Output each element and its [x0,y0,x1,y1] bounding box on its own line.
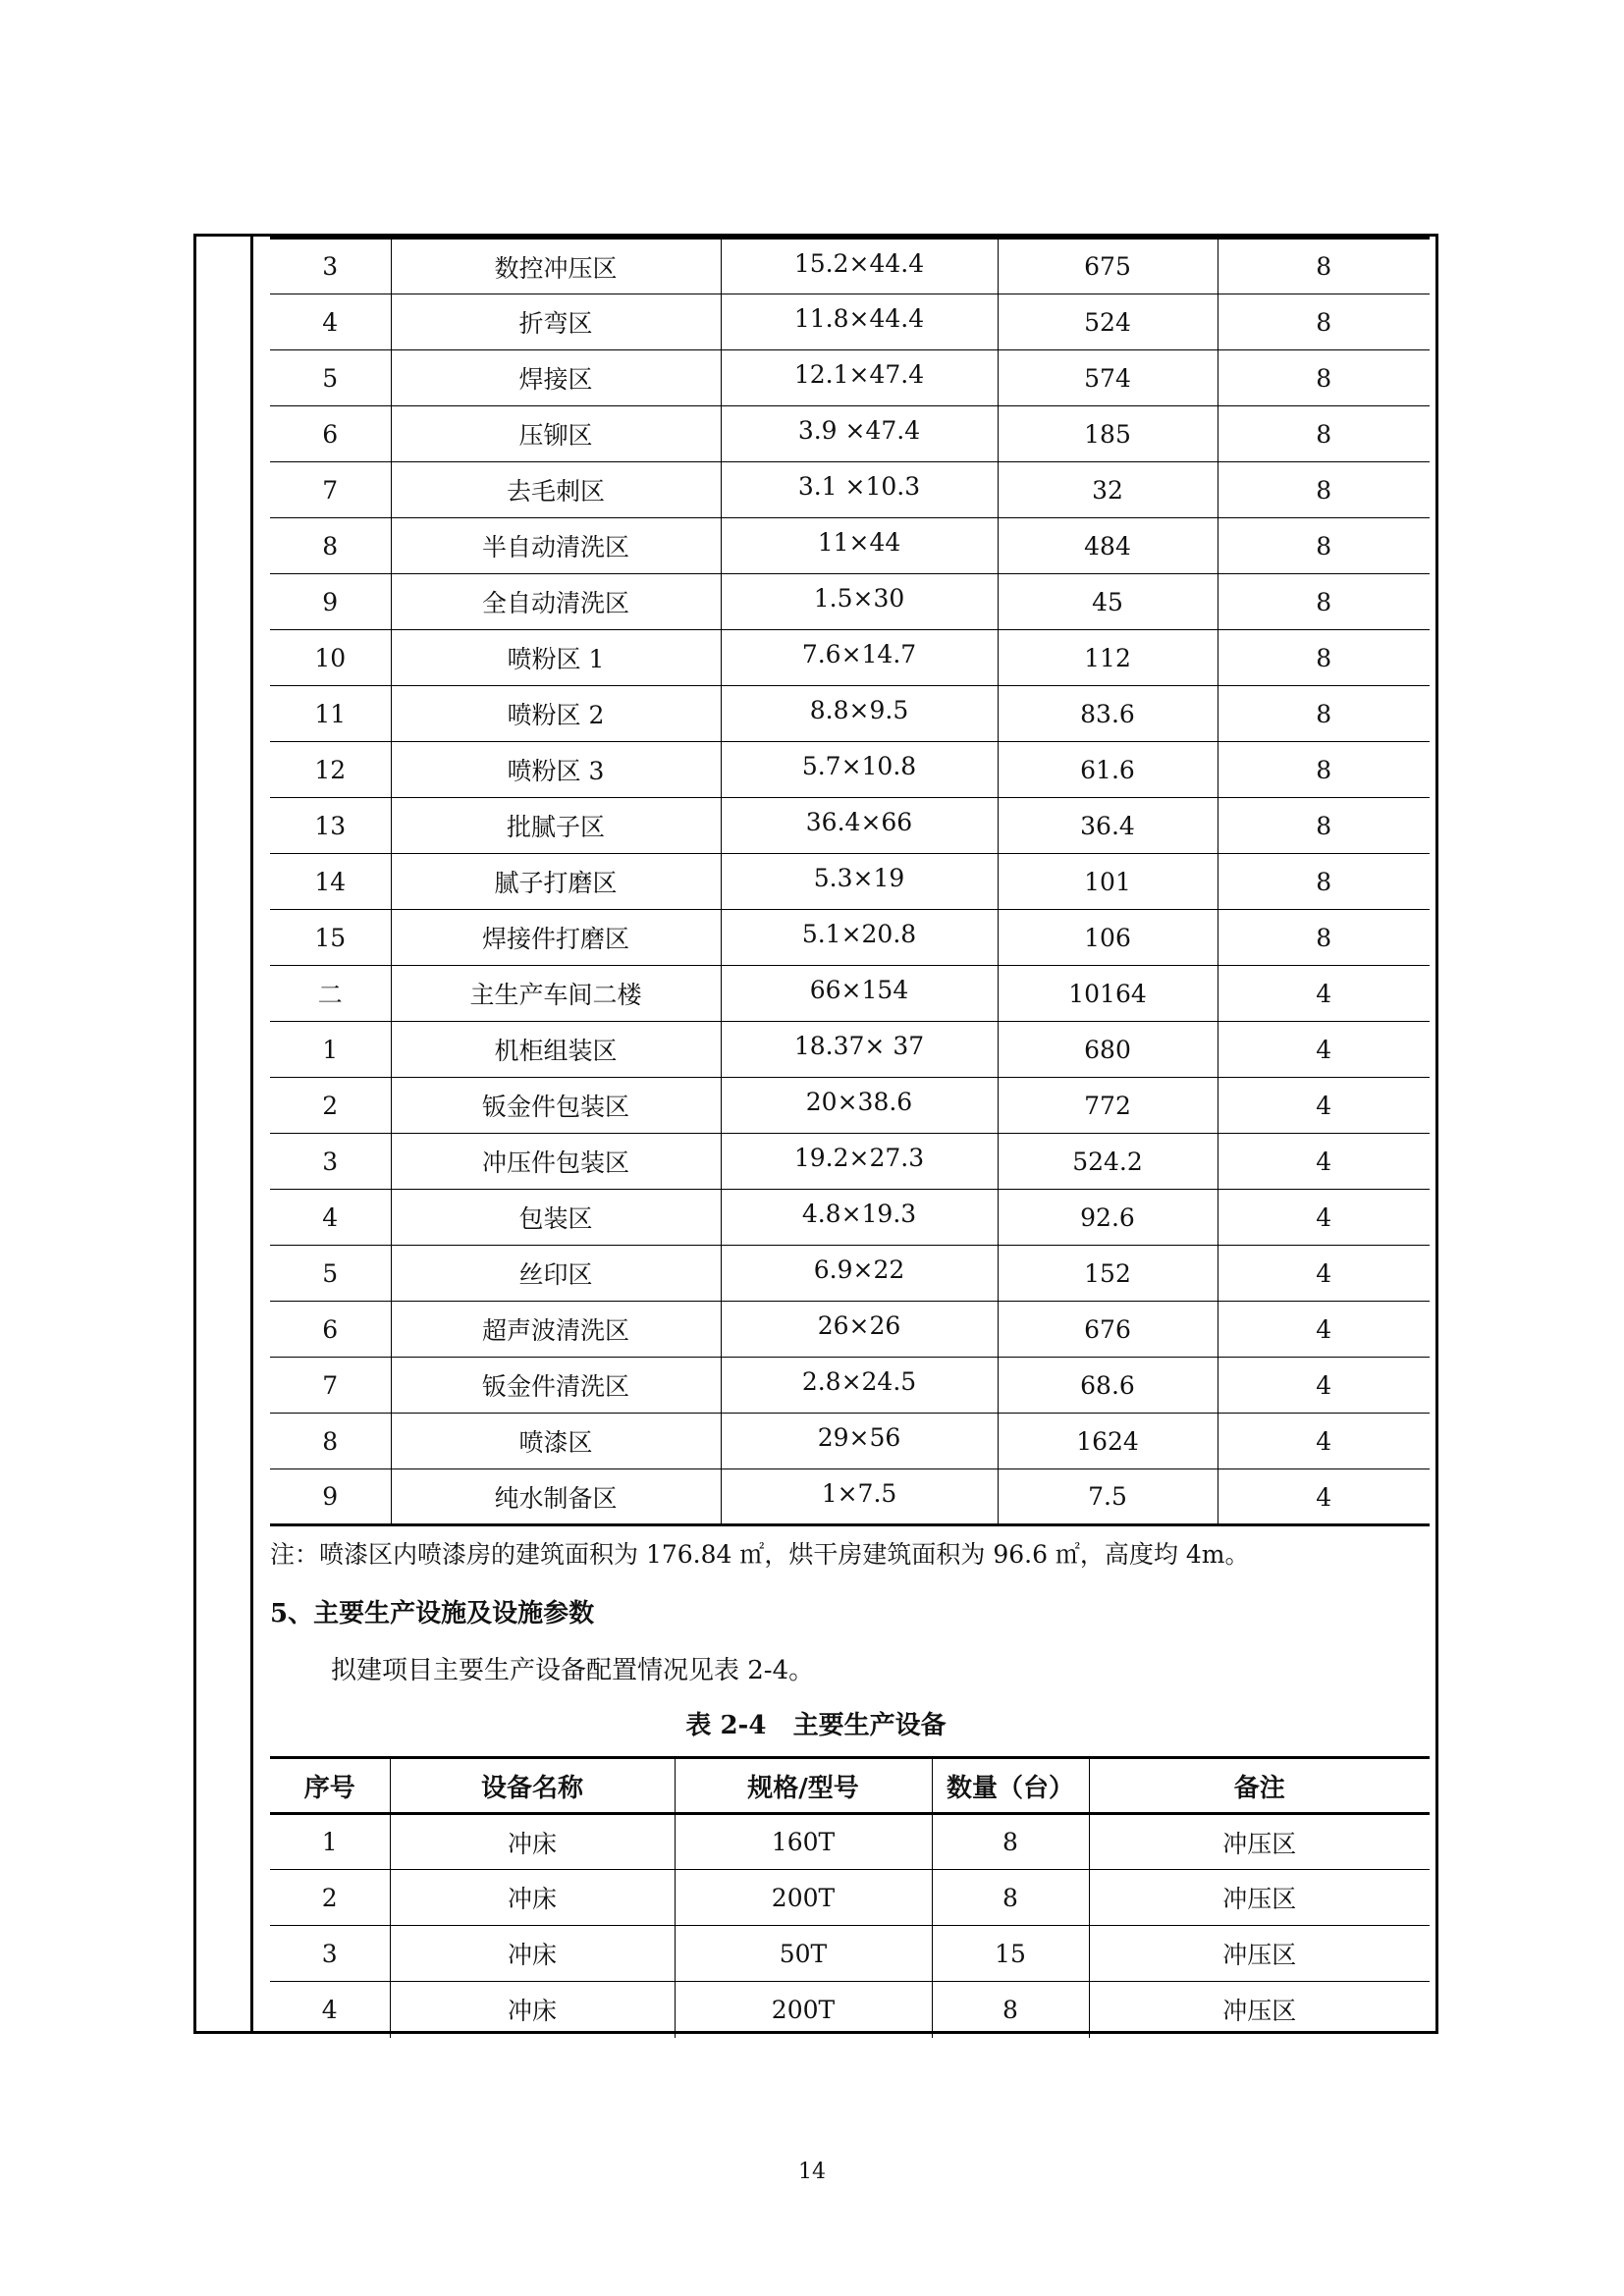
cell-dimensions: 6.9×22 [721,1246,998,1302]
cell-no: 9 [270,1469,391,1525]
area-table [270,237,1430,1526]
cell-height: 8 [1218,742,1430,798]
cell-dimensions: 36.4×66 [721,798,998,854]
page-frame [193,234,1438,2034]
cell-height: 4 [1218,1246,1430,1302]
cell-height: 4 [1218,1134,1430,1190]
cell-name: 冲床 [390,1870,675,1926]
table-caption: 表 2-4 主要生产设备 [685,1711,947,1740]
cell-height: 8 [1218,406,1430,462]
cell-dimensions: 11×44 [721,518,998,574]
cell-no: 2 [270,1078,391,1134]
table-row [270,350,1430,406]
table-row [270,574,1430,630]
header-no: 序号 [270,1758,390,1814]
cell-no: 6 [270,406,391,462]
table-row [270,1302,1430,1358]
cell-remark: 冲压区 [1089,1870,1430,1926]
cell-name: 包装区 [391,1190,721,1246]
cell-no: 1 [270,1022,391,1078]
table-row [270,798,1430,854]
cell-dimensions: 66×154 [721,966,998,1022]
table-row [270,294,1430,350]
cell-dimensions: 20×38.6 [721,1078,998,1134]
table-row [270,854,1430,910]
cell-height: 8 [1218,239,1430,294]
header-spec: 规格/型号 [675,1758,932,1814]
table-row [270,1870,1430,1926]
cell-no: 4 [270,1982,390,2038]
cell-qty: 15 [932,1926,1089,1982]
cell-area: 524.2 [998,1134,1218,1190]
cell-name: 焊接区 [391,350,721,406]
cell-no: 4 [270,1190,391,1246]
cell-area: 524 [998,294,1218,350]
cell-height: 4 [1218,1414,1430,1469]
table-row [270,630,1430,686]
cell-height: 4 [1218,1469,1430,1525]
cell-height: 4 [1218,1022,1430,1078]
cell-remark: 冲压区 [1089,1926,1430,1982]
cell-name: 冲床 [390,1982,675,2038]
cell-area: 7.5 [998,1469,1218,1525]
cell-no: 7 [270,462,391,518]
frame-divider [250,237,253,2031]
cell-area: 10164 [998,966,1218,1022]
cell-name: 主生产车间二楼 [391,966,721,1022]
cell-no: 8 [270,1414,391,1469]
area-table-body [270,239,1430,1525]
cell-name: 冲床 [390,1926,675,1982]
cell-remark: 冲压区 [1089,1982,1430,2038]
cell-area: 61.6 [998,742,1218,798]
table-row [270,1190,1430,1246]
cell-area: 772 [998,1078,1218,1134]
cell-area: 83.6 [998,686,1218,742]
cell-no: 10 [270,630,391,686]
cell-area: 68.6 [998,1358,1218,1414]
equipment-table [270,1756,1430,2038]
cell-height: 8 [1218,630,1430,686]
cell-dimensions: 4.8×19.3 [721,1190,998,1246]
cell-no: 11 [270,686,391,742]
table-row [270,1926,1430,1982]
cell-area: 101 [998,854,1218,910]
cell-no: 5 [270,350,391,406]
cell-height: 4 [1218,966,1430,1022]
cell-no: 3 [270,239,391,294]
table-row [270,1078,1430,1134]
cell-name: 超声波清洗区 [391,1302,721,1358]
cell-no: 8 [270,518,391,574]
cell-height: 8 [1218,294,1430,350]
cell-area: 675 [998,239,1218,294]
cell-no: 1 [270,1814,390,1870]
cell-name: 冲压件包装区 [391,1134,721,1190]
cell-height: 8 [1218,910,1430,966]
cell-name: 喷粉区 3 [391,742,721,798]
cell-area: 676 [998,1302,1218,1358]
cell-dimensions: 15.2×44.4 [721,239,998,294]
header-remark: 备注 [1089,1758,1430,1814]
cell-no: 二 [270,966,391,1022]
cell-height: 8 [1218,462,1430,518]
cell-dimensions: 5.1×20.8 [721,910,998,966]
cell-dimensions: 11.8×44.4 [721,294,998,350]
cell-height: 4 [1218,1302,1430,1358]
cell-remark: 冲压区 [1089,1814,1430,1870]
cell-name: 半自动清洗区 [391,518,721,574]
cell-dimensions: 8.8×9.5 [721,686,998,742]
cell-name: 腻子打磨区 [391,854,721,910]
cell-dimensions: 2.8×24.5 [721,1358,998,1414]
table-row [270,966,1430,1022]
cell-area: 680 [998,1022,1218,1078]
cell-name: 丝印区 [391,1246,721,1302]
cell-name: 喷漆区 [391,1414,721,1469]
table-row [270,1358,1430,1414]
table-row [270,1814,1430,1870]
cell-qty: 8 [932,1982,1089,2038]
intro-paragraph: 拟建项目主要生产设备配置情况见表 2-4。 [331,1656,815,1685]
cell-no: 12 [270,742,391,798]
cell-height: 4 [1218,1078,1430,1134]
cell-dimensions: 1×7.5 [721,1469,998,1525]
cell-name: 数控冲压区 [391,239,721,294]
table-row [270,1414,1430,1469]
table-row [270,406,1430,462]
cell-qty: 8 [932,1870,1089,1926]
cell-area: 106 [998,910,1218,966]
cell-name: 纯水制备区 [391,1469,721,1525]
table-row [270,1246,1430,1302]
cell-height: 8 [1218,574,1430,630]
cell-dimensions: 26×26 [721,1302,998,1358]
table-row [270,910,1430,966]
cell-area: 45 [998,574,1218,630]
cell-area: 36.4 [998,798,1218,854]
cell-dimensions: 5.7×10.8 [721,742,998,798]
cell-qty: 8 [932,1814,1089,1870]
cell-spec: 160T [675,1814,932,1870]
equipment-table-body [270,1814,1430,2038]
equipment-header-row [270,1758,1430,1814]
cell-no: 15 [270,910,391,966]
table-row [270,686,1430,742]
cell-dimensions: 29×56 [721,1414,998,1469]
table-row [270,239,1430,294]
cell-no: 14 [270,854,391,910]
table-row [270,518,1430,574]
cell-height: 4 [1218,1358,1430,1414]
cell-area: 185 [998,406,1218,462]
cell-name: 冲床 [390,1814,675,1870]
cell-area: 484 [998,518,1218,574]
cell-height: 8 [1218,854,1430,910]
cell-spec: 200T [675,1982,932,2038]
cell-area: 112 [998,630,1218,686]
cell-no: 3 [270,1926,390,1982]
table-row [270,742,1430,798]
area-note: 注：喷漆区内喷漆房的建筑面积为 176.84 ㎡，烘干房建筑面积为 96.6 ㎡，高度均 4m。 [270,1540,1250,1569]
cell-height: 8 [1218,686,1430,742]
cell-name: 钣金件清洗区 [391,1358,721,1414]
cell-name: 焊接件打磨区 [391,910,721,966]
header-qty: 数量（台） [932,1758,1089,1814]
table-row [270,1982,1430,2038]
cell-name: 全自动清洗区 [391,574,721,630]
cell-name: 喷粉区 1 [391,630,721,686]
cell-area: 32 [998,462,1218,518]
page-number: 14 [798,2160,826,2184]
cell-dimensions: 12.1×47.4 [721,350,998,406]
cell-dimensions: 5.3×19 [721,854,998,910]
cell-dimensions: 1.5×30 [721,574,998,630]
cell-area: 574 [998,350,1218,406]
cell-name: 喷粉区 2 [391,686,721,742]
header-name: 设备名称 [390,1758,675,1814]
cell-height: 8 [1218,350,1430,406]
table-row [270,1022,1430,1078]
table-row [270,462,1430,518]
cell-name: 钣金件包装区 [391,1078,721,1134]
cell-area: 92.6 [998,1190,1218,1246]
cell-no: 5 [270,1246,391,1302]
cell-name: 去毛刺区 [391,462,721,518]
cell-name: 机柜组装区 [391,1022,721,1078]
cell-no: 3 [270,1134,391,1190]
cell-no: 6 [270,1302,391,1358]
cell-height: 4 [1218,1190,1430,1246]
cell-dimensions: 3.9 ×47.4 [721,406,998,462]
section-title: 5、主要生产设施及设施参数 [270,1599,595,1629]
cell-name: 折弯区 [391,294,721,350]
cell-area: 152 [998,1246,1218,1302]
cell-height: 8 [1218,798,1430,854]
cell-spec: 50T [675,1926,932,1982]
cell-name: 压铆区 [391,406,721,462]
cell-no: 7 [270,1358,391,1414]
table-row [270,1134,1430,1190]
cell-no: 2 [270,1870,390,1926]
cell-dimensions: 7.6×14.7 [721,630,998,686]
cell-dimensions: 19.2×27.3 [721,1134,998,1190]
cell-dimensions: 18.37× 37 [721,1022,998,1078]
cell-no: 4 [270,294,391,350]
cell-height: 8 [1218,518,1430,574]
table-row [270,1469,1430,1525]
cell-no: 9 [270,574,391,630]
cell-spec: 200T [675,1870,932,1926]
cell-area: 1624 [998,1414,1218,1469]
cell-dimensions: 3.1 ×10.3 [721,462,998,518]
cell-no: 13 [270,798,391,854]
cell-name: 批腻子区 [391,798,721,854]
